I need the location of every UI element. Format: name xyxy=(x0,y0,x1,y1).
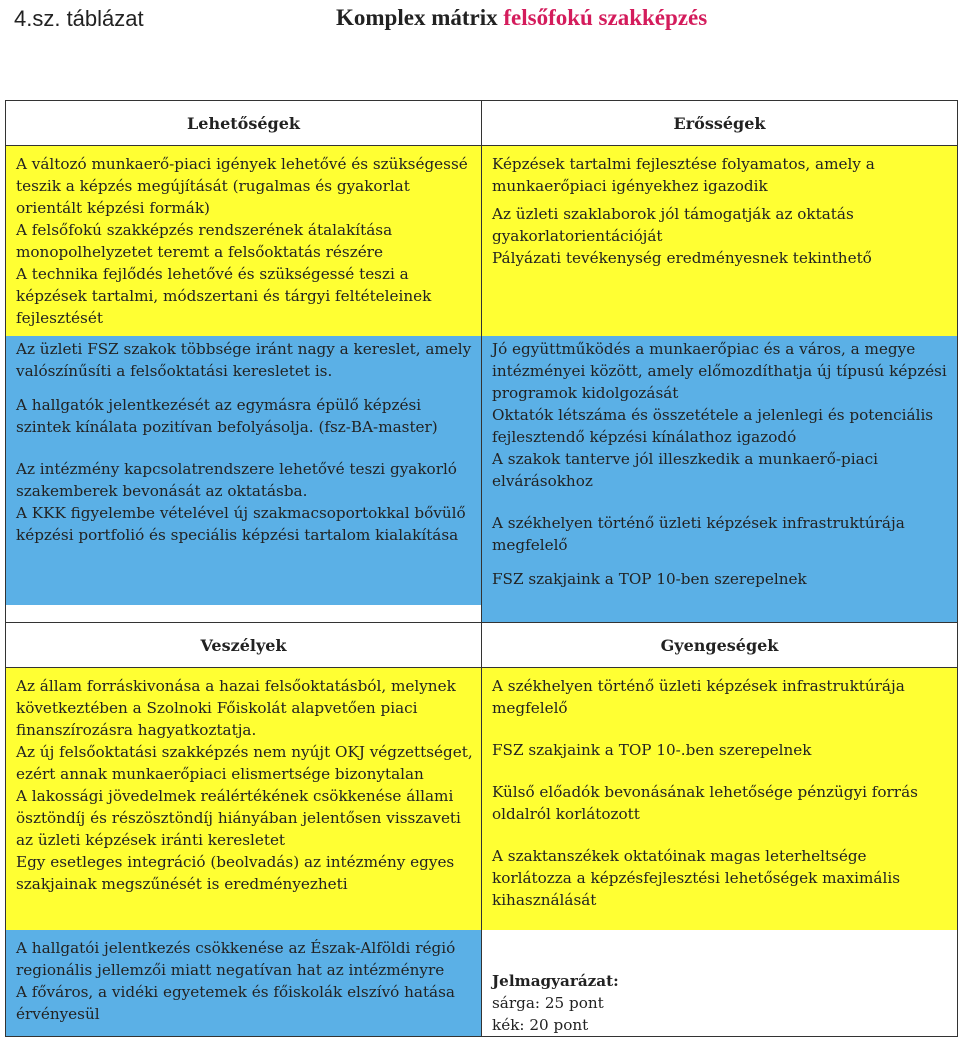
opportunity-item: A technika fejlődés lehetővé és szükségessé teszi a képzések tartalmi, módszertani és tárgyi feltételeinek fejlesztését xyxy=(16,265,432,327)
weaknesses-heading-cell xyxy=(482,623,958,668)
strengths-yellow-block xyxy=(482,146,957,336)
threat-item: A lakossági jövedelmek reálértékének csökkenése állami ösztöndíj és részösztöndíj hiányában jelentősen visszaveti az üzleti képzések iránti keresletet xyxy=(16,787,461,849)
legend xyxy=(482,930,957,1034)
opportunities-heading-cell xyxy=(6,101,482,146)
strength-item: Jó együttműködés a munkaerőpiac és a város, a megye intézményei között, amely előmozdíthatja új típusú képzési programok kidolgozását xyxy=(492,340,947,402)
threats-yellow-block xyxy=(6,668,481,930)
strength-item: FSZ szakjaink a TOP 10-ben szerepelnek xyxy=(492,570,807,588)
page-title-main: Komplex mátrix xyxy=(336,5,504,30)
swot-matrix xyxy=(5,100,958,1037)
page-header xyxy=(0,0,960,40)
strengths-cell xyxy=(482,146,958,623)
strength-item: Pályázati tevékenység eredményesnek tekinthető xyxy=(492,249,872,267)
opportunities-blue-block xyxy=(6,336,481,605)
strength-item: A székhelyen történő üzleti képzések infrastruktúrája megfelelő xyxy=(492,514,905,554)
weaknesses-cell xyxy=(482,668,958,1037)
opportunity-item: A változó munkaerő-piaci igények lehetővé és szükségessé teszik a képzés megújítását (rugalmas és gyakorlat orientált képzési formák) xyxy=(16,155,468,217)
page-title xyxy=(336,5,707,31)
threat-item: Egy esetleges integráció (beolvadás) az intézmény egyes szakjainak megszűnését is eredményezheti xyxy=(16,853,455,893)
weaknesses-yellow-block xyxy=(482,668,957,930)
strength-item: Képzések tartalmi fejlesztése folyamatos, amely a munkaerőpiaci igényekhez igazodik xyxy=(492,155,875,195)
opportunity-item: A KKK figyelembe vételével új szakmacsoportokkal bővülő képzési portfolió és speciális képzési tartalom kialakítása xyxy=(16,504,466,544)
weakness-item: Külső előadók bevonásának lehetősége pénzügyi forrás oldalról korlátozott xyxy=(492,783,918,823)
table-number: 4.sz. táblázat xyxy=(14,6,144,31)
opportunities-cell xyxy=(6,146,482,623)
opportunity-item: Az üzleti FSZ szakok többsége iránt nagy a kereslet, amely valószínűsíti a felsőoktatási keresletet is. xyxy=(16,340,472,380)
threats-blue-block xyxy=(6,930,481,1036)
threat-item: A hallgatói jelentkezés csökkenése az Észak-Alföldi régió regionális jellemzői miatt negatívan hat az intézményre xyxy=(16,939,456,979)
threats-cell xyxy=(6,668,482,1037)
threats-heading-cell xyxy=(6,623,482,668)
opportunity-item: Az intézmény kapcsolatrendszere lehetővé teszi gyakorló szakemberek bevonását az oktatásba. xyxy=(16,460,457,500)
legend-blue: kék: 20 pont xyxy=(492,1016,589,1034)
strengths-heading: Erősségek xyxy=(482,101,957,145)
threat-item: Az állam forráskivonása a hazai felsőoktatásból, melynek következtében a Szolnoki Főiskolát alapvetően piaci finanszírozásra hagyatkoztatja. xyxy=(16,677,456,739)
opportunity-item: A hallgatók jelentkezését az egymásra épülő képzési szintek kínálata pozitívan befolyásolja. (fsz-BA-master) xyxy=(16,396,438,436)
strength-item: Oktatók létszáma és összetétele a jelenlegi és potenciális fejlesztendő képzési kínálathoz igazodó xyxy=(492,406,934,446)
weakness-item: A székhelyen történő üzleti képzések infrastruktúrája megfelelő xyxy=(492,677,905,717)
threat-item: A főváros, a vidéki egyetemek és főiskolák elszívó hatása érvényesül xyxy=(16,983,455,1023)
strengths-heading-cell xyxy=(482,101,958,146)
opportunities-yellow-block xyxy=(6,146,481,336)
legend-yellow: sárga: 25 pont xyxy=(492,994,604,1012)
page-title-accent: felsőfokú szakképzés xyxy=(503,5,708,30)
legend-title: Jelmagyarázat: xyxy=(492,972,619,990)
strengths-blue-block xyxy=(482,336,957,622)
threat-item: Az új felsőoktatási szakképzés nem nyújt OKJ végzettséget, ezért annak munkaerőpiaci elismertsége bizonytalan xyxy=(16,743,473,783)
strength-item: A szakok tanterve jól illeszkedik a munkaerő-piaci elvárásokhoz xyxy=(492,450,879,490)
opportunity-item: A felsőfokú szakképzés rendszerének átalakítása monopolhelyzetet teremt a felsőoktatás részére xyxy=(16,221,393,261)
weaknesses-heading: Gyengeségek xyxy=(482,623,957,667)
opportunities-heading: Lehetőségek xyxy=(6,101,481,145)
weakness-item: A szaktanszékek oktatóinak magas leterheltsége korlátozza a képzésfejlesztési lehetőségek maximális kihasználását xyxy=(492,847,900,909)
weakness-item: FSZ szakjaink a TOP 10-.ben szerepelnek xyxy=(492,741,812,759)
strength-item: Az üzleti szaklaborok jól támogatják az oktatás gyakorlatorientációját xyxy=(492,205,854,245)
threats-heading: Veszélyek xyxy=(6,623,481,667)
